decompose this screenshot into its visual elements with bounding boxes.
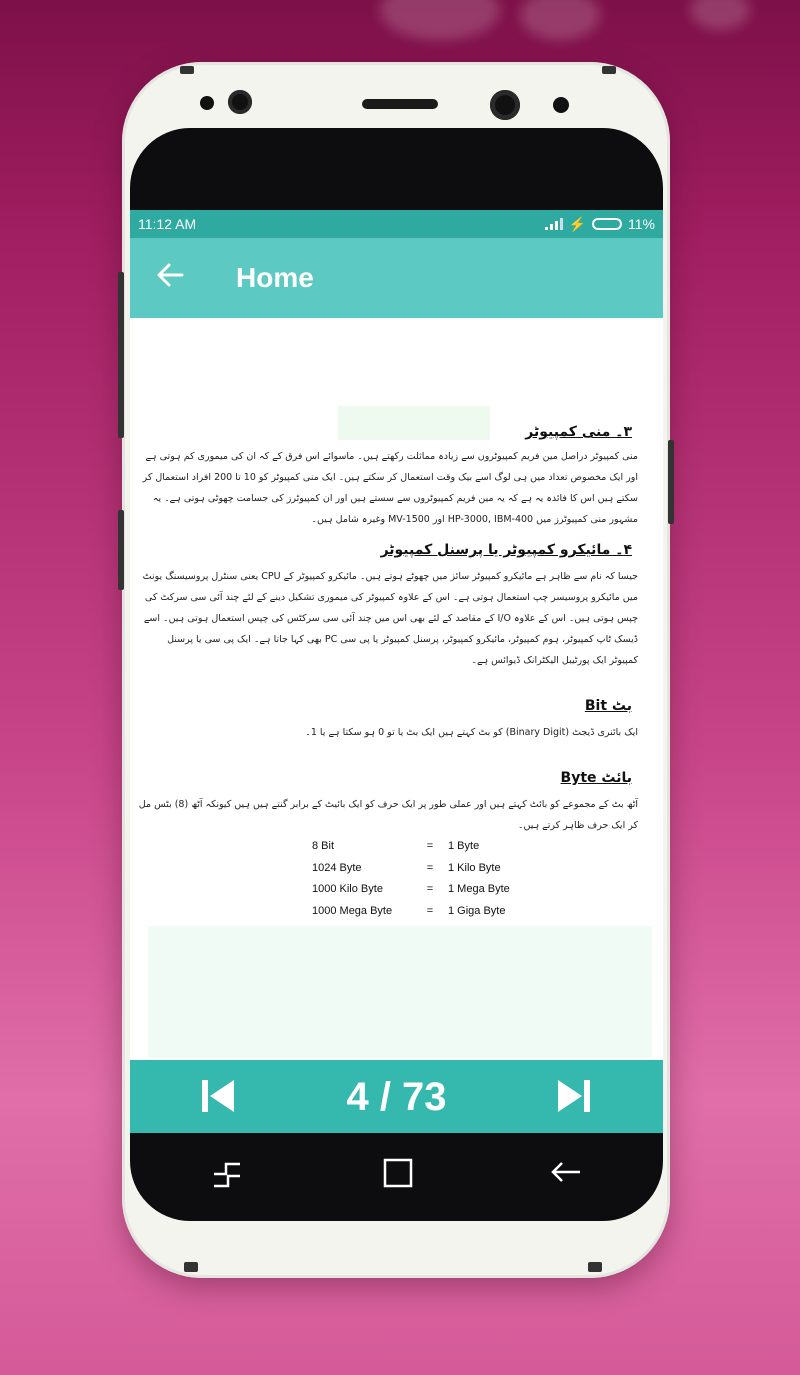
screen: [130, 210, 663, 1133]
table-row: [312, 840, 538, 862]
table-cell: 1024 Byte: [312, 861, 362, 874]
volume-button: [118, 272, 124, 438]
page-counter: 4 / 73: [346, 1075, 447, 1119]
table-cell: 1000 Kilo Byte: [312, 883, 383, 895]
pager-bar: [130, 1060, 663, 1133]
app-bar: [130, 238, 663, 318]
table-cell: 1 Kilo Byte: [448, 861, 501, 874]
back-arrow-icon[interactable]: [156, 260, 188, 296]
corner-bumper: [588, 1262, 602, 1272]
back-key-icon[interactable]: [550, 1160, 582, 1191]
table-cell: 8 Bit: [312, 840, 335, 852]
byte-heading: بائٹ Byte: [560, 770, 632, 786]
charging-icon: ⚡: [568, 216, 587, 232]
status-right: [545, 210, 655, 238]
sensor-dot: [553, 97, 569, 113]
table-cell: =: [426, 861, 434, 874]
section3-paragraph: منی کمپیوٹر دراصل مین فریم کمپیوٹروں سے زیادہ مماثلت رکھتے ہیں۔ ماسوائے اس فرق کے کہ ان کی میموری کم ہوتی ہے اور ایک مخصوص تعداد میں ہی لوگ اسے بیک وقت استعمال کر سکتے ہیں۔ ایک منی کمپیوٹر کو 10 تا 200 افراد استعمال کر سکتے ہیں اس کا فائدہ یہ ہے کہ یہ مین فریم کمپیوٹروں سے سستے ہیں اور ان کمپیوٹرز کی جسامت چھوٹی ہوتی ہے۔ یہ مشہور منی کمپیوٹرز میں HP-3000, IBM-400 اور MV-1500 وغیرہ شامل ہیں۔: [142, 451, 638, 525]
bixby-button: [118, 510, 124, 590]
section4-paragraph: جیسا کہ نام سے ظاہر ہے مائیکرو کمپیوٹر سائز میں چھوٹے ہوتے ہیں۔ مائیکرو کمپیوٹر کے CPU یعنی سنٹرل پروسیسنگ یونٹ میں مائیکرو پروسیسر چپ استعمال ہوتی ہے۔ اس کے علاوہ کمپیوٹر کی میموری تشکیل دینے کے لئے چند آئی سی سرکٹ کی چپس ہوتی ہیں۔ اس کے علاوہ I/O کے مقاصد کے لئے بھی اس میں چند آئی سی سرکٹس کی چپس استعمال ہوتی ہیں۔ اسے ڈیسک ٹاپ کمپیوٹر، ہوم کمپیوٹر، مائیکرو کمپیوٹر، پرسنل کمپیوٹر یا پی سی PC بھی کہا جاتا ہے۔ ایک پی سی یا پرسنل کمپیوٹر ایک پورٹیبل الیکٹرانک ڈیوائس ہے۔: [142, 571, 638, 666]
table-row: [312, 905, 538, 927]
sensor-dot: [200, 96, 214, 110]
app-title: Home: [236, 262, 314, 293]
signal-icon: [545, 218, 563, 230]
table-row: [312, 862, 538, 884]
background-bokeh: [690, 0, 750, 30]
table-cell: =: [426, 883, 434, 895]
front-camera-icon: [228, 90, 252, 114]
background-bokeh: [520, 0, 600, 40]
corner-bumper: [184, 1262, 198, 1272]
home-key-icon[interactable]: [383, 1158, 413, 1195]
table-cell: 1 Byte: [448, 840, 480, 852]
earpiece-speaker: [362, 99, 438, 109]
table-row: [312, 883, 538, 905]
section3-heading: ۳۔ منی کمپیوٹر: [525, 424, 632, 440]
status-time: 11:12 AM: [138, 216, 197, 232]
background-bokeh: [380, 0, 500, 40]
section4-heading: ۴۔ مائیکرو کمپیوٹر یا پرسنل کمپیوٹر: [380, 542, 632, 558]
document-content: [138, 318, 638, 918]
byte-paragraph: آٹھ بٹ کے مجموعے کو بائٹ کہتے ہیں اور عملی طور پر ایک حرف کو ایک بائیٹ کے برابر گنتے ہیں ہیں کیونکہ آٹھ (8) بٹس مل کر ایک حرف ظاہر کرتے ہیں۔: [138, 799, 638, 831]
power-button: [668, 440, 674, 524]
iris-scanner-icon: [490, 90, 520, 120]
units-table: [312, 840, 538, 926]
battery-icon: [592, 218, 622, 230]
corner-bumper: [180, 66, 194, 74]
recent-apps-icon[interactable]: [212, 1160, 242, 1195]
corner-bumper: [602, 66, 616, 74]
screen-top-bezel: [130, 128, 663, 210]
battery-percent: 11%: [628, 216, 655, 232]
status-bar: [130, 210, 663, 238]
highlight-mark: [148, 926, 652, 1058]
bit-paragraph: ایک بائنری ڈیجٹ (Binary Digit) کو بٹ کہتے ہیں ایک بٹ یا تو 0 ہو سکتا ہے یا 1۔: [305, 727, 638, 738]
table-cell: 1 Giga Byte: [448, 904, 506, 917]
table-cell: =: [426, 840, 434, 852]
table-cell: =: [426, 904, 434, 917]
last-page-button[interactable]: [556, 1078, 592, 1114]
document-page[interactable]: [130, 318, 663, 1060]
table-cell: 1000 Mega Byte: [312, 904, 393, 917]
table-cell: 1 Mega Byte: [448, 883, 510, 895]
bit-heading: بٹ Bit: [584, 698, 632, 714]
